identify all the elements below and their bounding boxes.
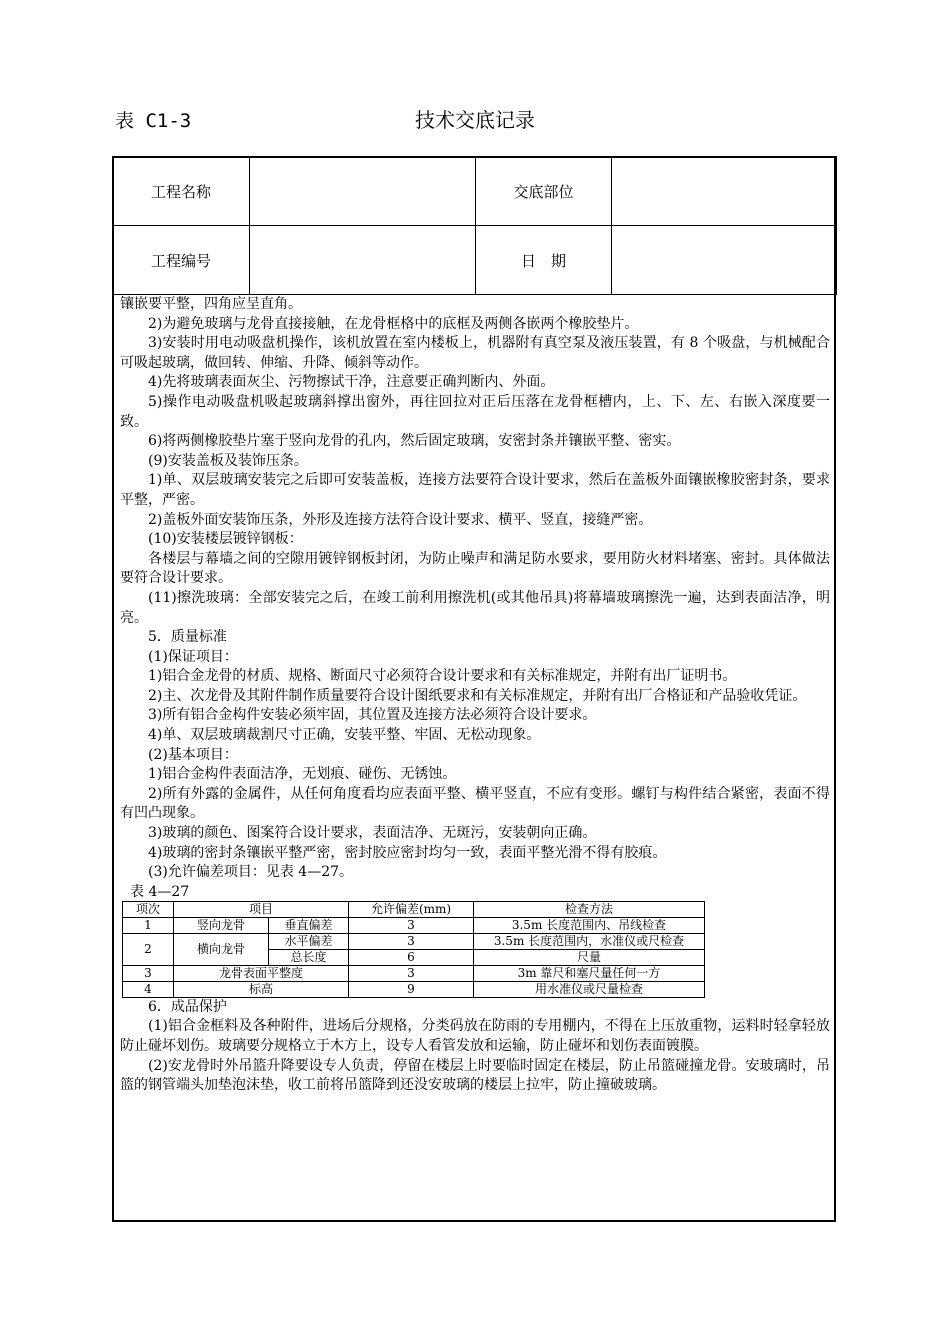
tolerance: 3 <box>349 933 474 949</box>
column-header: 项次 <box>123 901 174 917</box>
paragraph: 1)单、双层玻璃安装完之后即可安装盖板，连接方法要符合设计要求，然后在盖板外面镶嵌橡胶密封条，要求平整，严密。 <box>120 472 830 508</box>
paragraph: 2)所有外露的金属件，从任何角度看均应表面平整、横平竖直，不应有变形。螺钉与构件结合紧密，表面不得有凹凸现象。 <box>120 785 830 822</box>
check-method: 尺量 <box>474 949 705 965</box>
column-header: 允许偏差(mm) <box>349 901 474 917</box>
item-sub: 水平偏差 <box>269 933 349 949</box>
item-sub: 垂直偏差 <box>269 917 349 933</box>
date-field[interactable] <box>612 226 837 295</box>
column-header: 项目 <box>174 901 349 917</box>
paragraph: (11)擦洗玻璃：全部安装完之后，在竣工前利用擦洗机(或其他吊具)将幕墙玻璃擦洗一遍，达到表面洁净，明亮。 <box>120 589 830 626</box>
item-sub: 总长度 <box>269 949 349 965</box>
paragraph: 3)安装时用电动吸盘机操作，该机放置在室内楼板上，机器附有真空泵及液压装置，有 8 个吸盘，与机械配合可吸起玻璃，做回转、伸缩、升降、倾斜等动作。 <box>120 335 830 371</box>
document-title: 技术交底记录 <box>415 108 535 132</box>
date-label: 日 期 <box>476 226 612 295</box>
paragraph: (2)基本项目： <box>148 746 238 763</box>
section-heading: 6．成品保护 <box>148 998 227 1015</box>
check-method: 3.5m 长度范围内、吊线检查 <box>474 917 705 933</box>
location-label: 交底部位 <box>476 157 612 226</box>
paragraph: (1)铝合金框料及各种附件，进场后分规格，分类码放在防雨的专用棚内，不得在上压放重物，运料时轻拿轻放防止碰坏划伤。玻璃要分规格立于木方上，设专人看管发放和运输，防止碰坏和划伤表面镀膜。 <box>120 1018 830 1054</box>
tolerance: 3 <box>349 917 474 933</box>
paragraph: 1)铝合金龙骨的材质、规格、断面尺寸必须符合设计要求和有关标准规定，并附有出厂证明书。 <box>148 668 737 685</box>
paragraph: (1)保证项目： <box>148 648 238 665</box>
check-method: 3.5m 长度范围内，水准仪或尺检查 <box>474 933 705 949</box>
row-number: 2 <box>123 933 174 965</box>
deviation-table <box>122 901 705 998</box>
paragraph: (2)安龙骨时外吊篮升降要设专人负责，停留在楼层上时要临时固定在楼层，防止吊篮碰撞龙骨。安玻璃时，吊篮的钢管端头加垫泡沫垫，收工前将吊篮降到还没安玻璃的楼层上拉牢，防止撞破玻璃。 <box>120 1057 830 1094</box>
paragraph: (9)安装盖板及装饰压条。 <box>148 452 308 469</box>
tolerance: 3 <box>349 965 474 981</box>
paragraph: 1)铝合金构件表面洁净，无划痕、碰伤、无锈蚀。 <box>148 766 457 783</box>
paragraph: 4)先将玻璃表面灰尘、污物擦试干净，注意要正确判断内、外面。 <box>148 374 555 391</box>
item-group: 横向龙骨 <box>174 933 269 965</box>
check-method: 用水准仪或尺量检查 <box>474 981 705 997</box>
paragraph: (3)允许偏差项目：见表 4—27。 <box>148 864 354 881</box>
paragraph: 镶嵌要平整，四角应呈直角。 <box>120 296 302 312</box>
project-number-label: 工程编号 <box>113 226 250 295</box>
column-header: 检查方法 <box>474 901 705 917</box>
form-number: 表 C1-3 <box>115 110 192 132</box>
item: 标高 <box>174 981 349 997</box>
paragraph: 4)玻璃的密封条镶嵌平整严密，密封胶应密封均匀一致，表面平整光滑不得有胶痕。 <box>148 844 667 861</box>
paragraph: 3)所有铝合金构件安装必须牢固，其位置及连接方法必须符合设计要求。 <box>148 707 597 724</box>
tolerance: 6 <box>349 949 474 965</box>
row-number: 4 <box>123 981 174 997</box>
paragraph: 6)将两侧橡胶垫片塞于竖向龙骨的孔内，然后固定玻璃，安密封条并镶嵌平整、密实。 <box>148 433 681 450</box>
section-heading: 5．质量标准 <box>148 629 227 646</box>
paragraph: 2)盖板外面安装饰压条，外形及连接方法符合设计要求、横平、竖直，接缝严密。 <box>148 511 653 528</box>
tolerance: 9 <box>349 981 474 997</box>
table-caption: 表 4—27 <box>130 883 190 900</box>
paragraph: 4)单、双层玻璃裁割尺寸正确，安装平整、牢固、无松动现象。 <box>148 727 541 744</box>
project-name-label: 工程名称 <box>113 157 250 226</box>
row-number: 1 <box>123 917 174 933</box>
table-row <box>123 965 705 981</box>
table-row <box>123 981 705 997</box>
paragraph: (10)安装楼层镀锌钢板： <box>148 531 303 548</box>
header-table <box>112 156 837 295</box>
check-method: 3m 靠尺和塞尺量任何一方 <box>474 965 705 981</box>
paragraph: 5)操作电动吸盘机吸起玻璃斜撑出窗外，再往回拉对正后压落在龙骨框槽内，上、下、左、右嵌入深度要一致。 <box>120 393 830 430</box>
item-group: 竖向龙骨 <box>174 917 269 933</box>
table-row <box>123 917 705 933</box>
paragraph: 2)主、次龙骨及其附件制作质量要符合设计图纸要求和有关标准规定，并附有出厂合格证和产品验收凭证。 <box>148 687 807 704</box>
item: 龙骨表面平整度 <box>174 965 349 981</box>
row-number: 3 <box>123 965 174 981</box>
table-header-row <box>123 901 705 917</box>
header-row <box>113 226 837 295</box>
paragraph: 3)玻璃的颜色、图案符合设计要求，表面洁净、无斑污，安装朝向正确。 <box>148 825 597 842</box>
table-row <box>123 933 705 949</box>
paragraph: 2)为避免玻璃与龙骨直接接触，在龙骨框格中的底框及两侧各嵌两个橡胶垫片。 <box>148 315 639 332</box>
disclosure-content <box>120 295 830 1096</box>
project-number-field[interactable] <box>250 226 476 295</box>
header-row <box>113 157 837 226</box>
location-field[interactable] <box>612 157 837 226</box>
paragraph: 各楼层与幕墙之间的空隙用镀锌钢板封闭，为防止噪声和满足防水要求，要用防火材料堵塞、密封。具体做法要符合设计要求。 <box>120 550 830 587</box>
project-name-field[interactable] <box>250 157 476 226</box>
